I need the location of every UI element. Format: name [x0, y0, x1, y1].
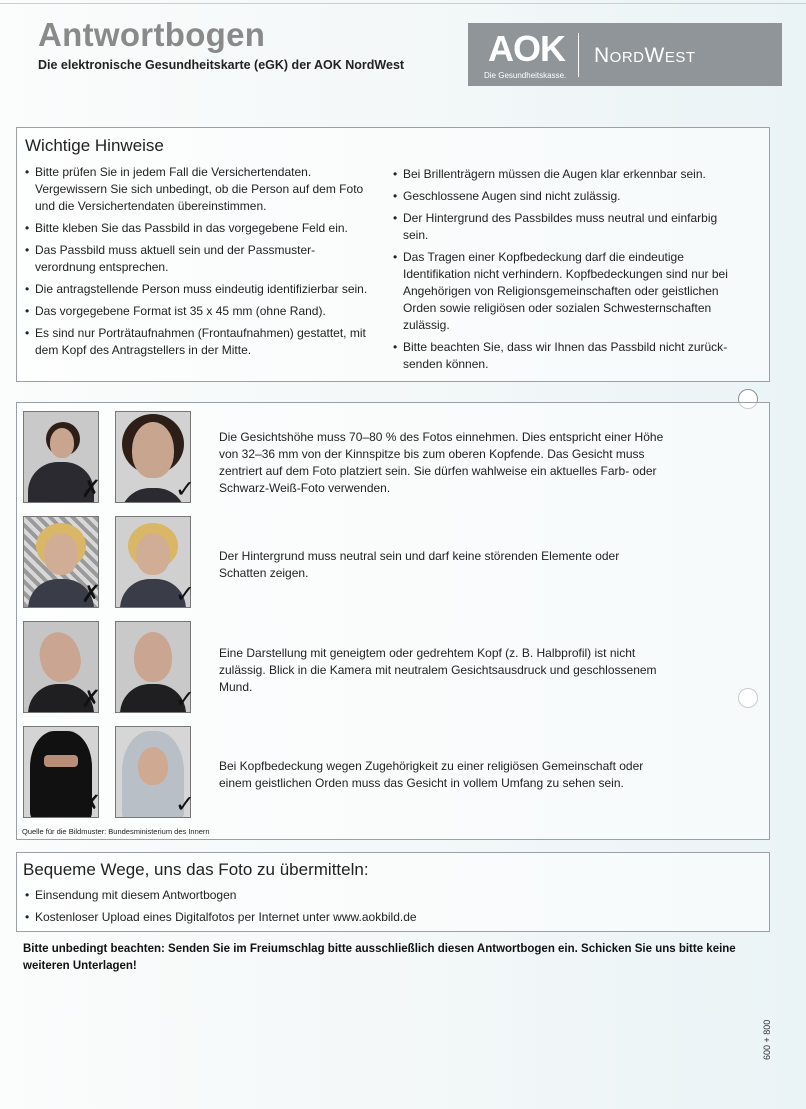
page-subtitle: Die elektronische Gesundheitskarte (eGK) der AOK NordWest	[38, 58, 405, 72]
list-item: • Es sind nur Porträtaufnahmen (Frontaufnahmen) gestattet, mit dem Kopf des Antragstellers in der Mitte.	[25, 325, 370, 359]
list-item: • Kostenloser Upload eines Digitalfotos per Internet unter www.aokbild.de	[25, 909, 725, 926]
check-icon: ✓	[175, 685, 196, 713]
list-item: • Bitte beachten Sie, dass wir Ihnen das Passbild nicht zurücksenden können.	[393, 339, 745, 373]
hinweise-title: Wichtige Hinweise	[25, 136, 164, 155]
example-row	[23, 621, 763, 719]
list-item: • Bei Brillenträgern müssen die Augen klar erkennbar sein.	[393, 166, 745, 183]
cross-icon: ✗	[81, 580, 102, 608]
list-item: • Das vorgegebene Format ist 35 x 45 mm (ohne Rand).	[25, 303, 370, 320]
example-text: Der Hintergrund muss neutral sein und darf keine störenden Elemente oder Schatten zeigen.	[219, 549, 620, 580]
aok-logo	[468, 23, 782, 86]
hinweise-right-list	[393, 166, 745, 378]
list-item: • Der Hintergrund des Passbildes muss neutral und einfarbig sein.	[393, 210, 745, 244]
example-text: Eine Darstellung mit geneigtem oder gedrehtem Kopf (z. B. Halbprofil) ist nicht zulässig. Blick in die Kamera mit neutralem Gesichtsausdruck und geschlossenem Mund.	[219, 646, 657, 694]
important-notice: Bitte unbedingt beachten: Senden Sie im Freiumschlag bitte ausschließlich diesen Antwortbogen ein. Schicken Sie uns bitte keine weiteren Unterlagen!	[23, 943, 736, 972]
page-title: Antwortbogen	[38, 16, 266, 53]
logo-tagline: Die Gesundheitskasse.	[484, 71, 567, 80]
logo-region: NordWest	[594, 44, 696, 67]
logo-divider	[578, 33, 579, 77]
top-rule	[0, 3, 806, 4]
photo-examples-box	[16, 402, 770, 840]
hinweise-box	[16, 127, 770, 382]
example-row	[23, 411, 763, 509]
form-code: 600 + 800	[762, 1019, 772, 1060]
transmission-options-box	[16, 852, 770, 932]
cross-icon: ✗	[81, 685, 102, 713]
list-item: • Die antragstellende Person muss eindeutig identifizierbar sein.	[25, 281, 370, 298]
example-row	[23, 516, 763, 614]
check-icon: ✓	[175, 790, 196, 818]
hinweise-left-list	[25, 164, 370, 364]
list-item: • Bitte kleben Sie das Passbild in das vorgegebene Feld ein.	[25, 220, 370, 237]
wege-title: Bequeme Wege, uns das Foto zu übermitteln:	[23, 860, 369, 879]
list-item: • Das Tragen einer Kopfbedeckung darf die eindeutige Identifikation nicht verhindern. Kopfbedeckungen sind nur bei Angehörigen von Religionsgemeinschaften oder geistlichen Orden sowie religiösen oder sozialen Schwesternschaften zulässig.	[393, 249, 745, 334]
logo-mark: AOK	[488, 28, 565, 69]
list-item: • Bitte prüfen Sie in jedem Fall die Versichertendaten. Vergewissern Sie sich unbedingt, ob die Person auf dem Foto und die Versichertendaten übereinstimmen.	[25, 164, 370, 215]
list-item: • Das Passbild muss aktuell sein und der Passmusterverordnung entsprechen.	[25, 242, 370, 276]
list-item: • Geschlossene Augen sind nicht zulässig.	[393, 188, 745, 205]
check-icon: ✓	[175, 580, 196, 608]
check-icon: ✓	[175, 475, 196, 503]
wege-list	[25, 887, 725, 931]
cross-icon: ✗	[81, 475, 102, 503]
example-row	[23, 726, 763, 824]
source-note: Quelle für die Bildmuster: Bundesministerium des Innern	[22, 827, 210, 836]
list-item: • Einsendung mit diesem Antwortbogen	[25, 887, 725, 904]
example-text: Bei Kopfbedeckung wegen Zugehörigkeit zu einer religiösen Gemeinschaft oder einem geistlichen Orden muss das Gesicht in vollem Umfang zu sehen sein.	[219, 759, 644, 790]
example-text: Die Gesichtshöhe muss 70–80 % des Fotos einnehmen. Dies entspricht einer Höhe von 32–36 mm von der Kinnspitze bis zum oberen Kopfende. Das Gesicht muss zentriert auf dem Foto platziert sein. Sie dürfen wahlweise ein aktuelles Farb- oder Schwarz-Weiß-Foto verwenden.	[219, 430, 664, 495]
cross-icon: ✗	[81, 790, 102, 818]
